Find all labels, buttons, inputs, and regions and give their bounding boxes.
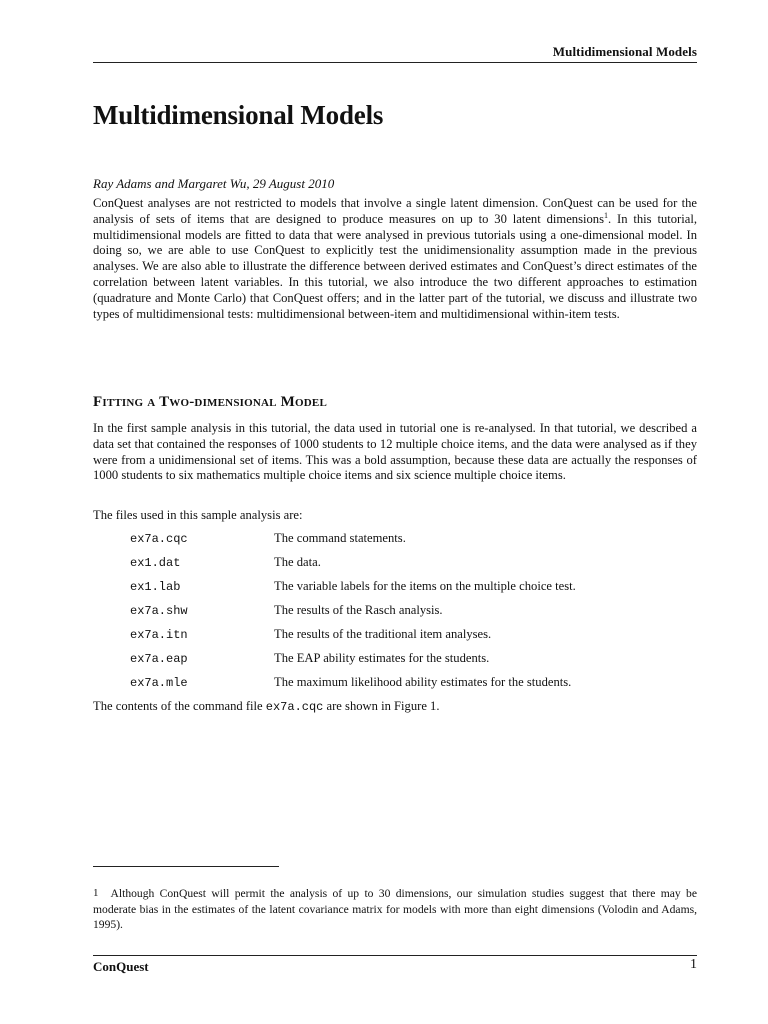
file-description: The results of the traditional item analyses.	[274, 627, 492, 641]
file-row	[130, 555, 697, 579]
intro-text-part1: ConQuest analyses are not restricted to models that involve a single latent dimension. ConQuest can be used for the analysis of sets of items that are designed to produce measures on up to 30 latent dimensions	[93, 196, 697, 226]
file-row	[130, 579, 697, 603]
file-name: ex7a.shw	[130, 604, 188, 618]
footnote-rule	[93, 866, 279, 867]
footnote-text: Although ConQuest will permit the analysis of up to 30 dimensions, our simulation studies suggest that there may be moderate bias in the estimates of the latent covariance matrix for models with more than eight dimensions (Volodin and Adams, 1995).	[93, 887, 697, 932]
figure-reference-line	[93, 699, 440, 714]
file-row	[130, 627, 697, 651]
file-row	[130, 603, 697, 627]
footnote-reference[interactable]: 1	[603, 210, 608, 220]
file-row	[130, 651, 697, 675]
file-description: The command statements.	[274, 531, 406, 545]
command-file-name: ex7a.cqc	[265, 700, 324, 714]
file-list	[130, 531, 697, 699]
contents-text-pre: The contents of the command file	[93, 699, 266, 713]
footer-product-name: ConQuest	[93, 959, 149, 974]
file-description: The variable labels for the items on the multiple choice test.	[274, 579, 576, 593]
files-intro: The files used in this sample analysis are:	[93, 508, 303, 522]
section-paragraph: In the first sample analysis in this tutorial, the data used in tutorial one is re-analysed. In that tutorial, we described a data set that contained the responses of 1000 students to 12 multiple choice items, and the data were analysed as if they were from a unidimensional set of items. This was a bold assumption, because these data are actually the responses of 1000 students to six mathematics multiple choice items and six science multiple choice items.	[93, 421, 697, 483]
intro-text-part2: . In this tutorial, multidimensional models are fitted to data that were analysed in previous tutorials using a one-dimensional model. In doing so, we are able to use ConQuest to explicitly test the unidimensionality assumption made in the previous analyses. We are also able to illustrate the difference between derived estimates and ConQuest’s direct estimates of the correlation between latent variables. In this tutorial, we also introduce the two different approaches to estimation (quadrature and Monte Carlo) that ConQuest offers; and in the latter part of the tutorial, we discuss and illustrate two types of multidimensional tests: multidimensional between-item and multidimensional within-item tests.	[93, 211, 697, 321]
file-name: ex7a.eap	[130, 652, 188, 666]
contents-text-post: are shown in Figure 1.	[323, 699, 440, 713]
file-name: ex7a.itn	[130, 628, 188, 642]
footnote	[93, 886, 697, 933]
file-name: ex7a.cqc	[130, 532, 188, 546]
document-page	[93, 0, 697, 1024]
file-row	[130, 675, 697, 699]
file-name: ex1.dat	[130, 556, 181, 570]
file-description: The EAP ability estimates for the students.	[274, 651, 490, 665]
running-header: Multidimensional Models	[552, 44, 697, 59]
footnote-mark: 1	[93, 887, 99, 899]
file-name: ex1.lab	[130, 580, 181, 594]
page-title: Multidimensional Models	[93, 100, 384, 130]
file-description: The maximum likelihood ability estimates for the students.	[274, 675, 572, 689]
file-description: The results of the Rasch analysis.	[274, 603, 443, 617]
intro-paragraph	[93, 196, 697, 322]
footer-rule	[93, 955, 697, 956]
file-name: ex7a.mle	[130, 676, 188, 690]
file-row	[130, 531, 697, 555]
file-description: The data.	[274, 555, 321, 569]
header-rule	[93, 62, 697, 63]
section-heading: Fitting a Two-dimensional Model	[93, 394, 327, 410]
byline: Ray Adams and Margaret Wu, 29 August 2010	[93, 176, 335, 191]
page-number: 1	[690, 957, 697, 972]
